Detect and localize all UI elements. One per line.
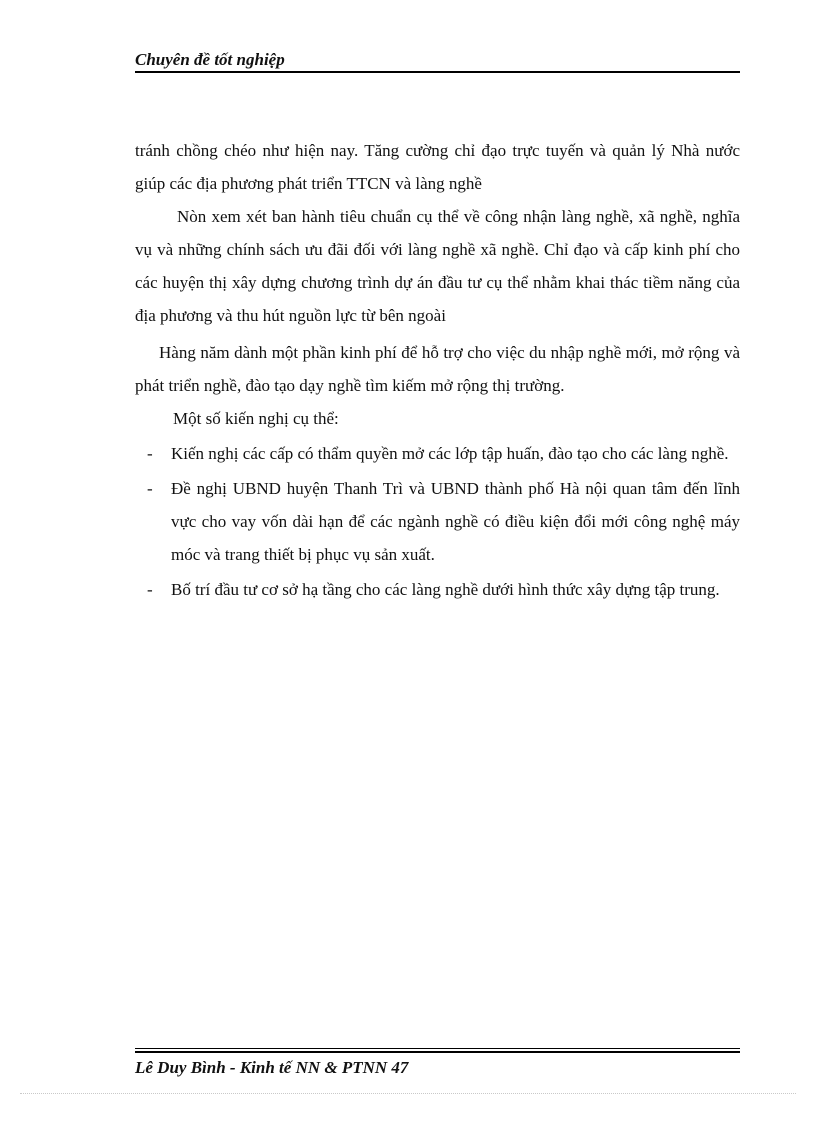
footer-rule bbox=[135, 1048, 740, 1049]
list-item-text: Kiến nghị các cấp có thẩm quyền mở các lớp tập huấn, đào tạo cho các làng nghề. bbox=[171, 444, 729, 463]
footer-text: Lê Duy Bình - Kinh tế NN & PTNN 47 bbox=[135, 1058, 409, 1077]
footer-rule bbox=[135, 1051, 740, 1053]
bullet-dash: - bbox=[147, 444, 153, 463]
page-header bbox=[135, 49, 740, 73]
list-item bbox=[135, 573, 740, 606]
paragraph-4: Một số kiến nghị cụ thể: bbox=[173, 409, 339, 428]
paragraph-2: Nòn xem xét ban hành tiêu chuẩn cụ thể về công nhận làng nghề, xã nghề, nghĩa vụ và những chính sách ưu đãi đối với làng nghề xã nghề. Chỉ đạo và cấp kinh phí cho các huyện thị xây dựng chương trình dự án đầu tư cụ thể nhằm khai thác tiềm năng của địa phương và thu hút nguồn lực từ bên ngoài bbox=[135, 207, 740, 325]
document-body bbox=[135, 134, 740, 606]
list-item bbox=[135, 437, 740, 470]
list-item-text: Đề nghị UBND huyện Thanh Trì và UBND thành phố Hà nội quan tâm đến lĩnh vực cho vay vốn dài hạn để các ngành nghề có điều kiện đổi mới công nghệ máy móc và trang thiết bị phục vụ sản xuất. bbox=[171, 479, 740, 564]
bullet-dash: - bbox=[147, 580, 153, 599]
page-footer bbox=[135, 1048, 740, 1081]
page-edge-divider bbox=[20, 1093, 796, 1094]
list-item-text: Bố trí đầu tư cơ sở hạ tầng cho các làng nghề dưới hình thức xây dựng tập trung. bbox=[171, 580, 720, 599]
list-item bbox=[135, 472, 740, 571]
bullet-dash: - bbox=[147, 479, 153, 498]
paragraph-3: Hàng năm dành một phần kinh phí để hỗ trợ cho việc du nhập nghề mới, mở rộng và phát triển nghề, đào tạo dạy nghề tìm kiếm mở rộng thị trường. bbox=[135, 343, 740, 395]
header-title: Chuyên đề tốt nghiệp bbox=[135, 50, 285, 69]
paragraph-1: tránh chồng chéo như hiện nay. Tăng cường chỉ đạo trực tuyến và quản lý Nhà nước giúp các địa phương phát triển TTCN và làng nghề bbox=[135, 141, 740, 193]
recommendation-list bbox=[135, 437, 740, 606]
